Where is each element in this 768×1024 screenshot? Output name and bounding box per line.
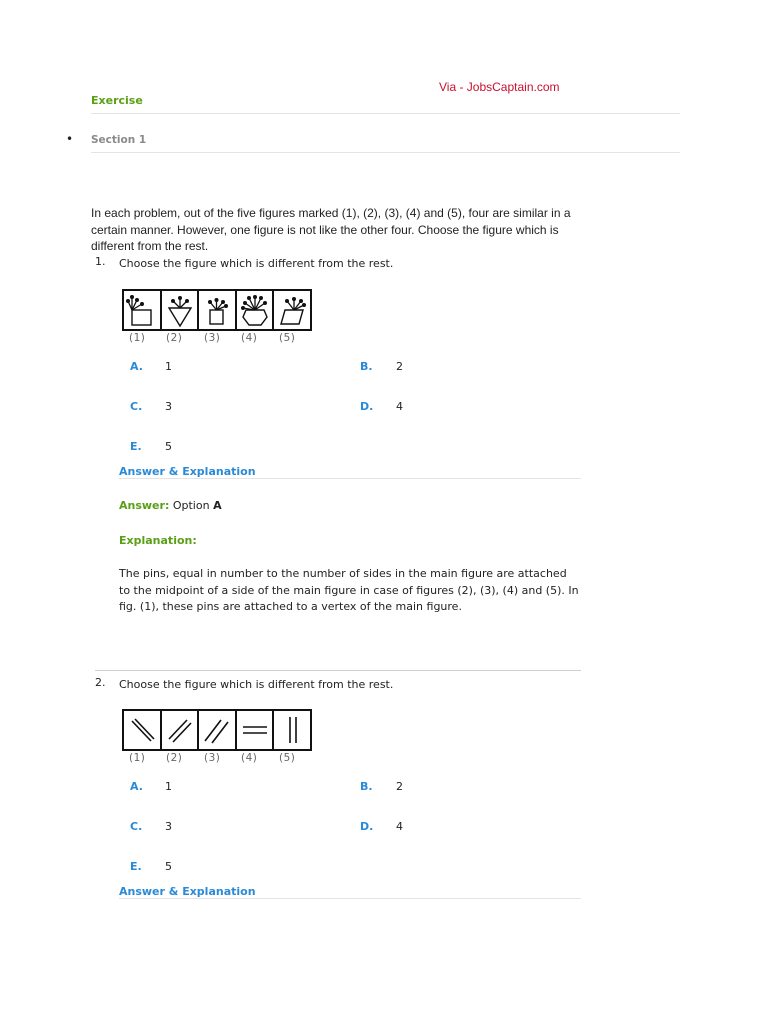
option-e-letter[interactable]: E. (130, 440, 142, 453)
answer-explanation-link[interactable]: Answer & Explanation (119, 465, 256, 478)
figure-label: (5) (279, 752, 296, 764)
option-e-letter[interactable]: E. (130, 860, 142, 873)
divider (119, 478, 581, 479)
figure-1 (124, 711, 162, 749)
question-figure (122, 289, 312, 331)
answer-prefix: Option (172, 499, 210, 512)
figure-label: (2) (166, 332, 183, 344)
option-c-letter[interactable]: C. (130, 820, 143, 833)
figure-2 (162, 711, 200, 749)
divider (91, 152, 680, 153)
question-text: Choose the figure which is different from the rest. (119, 678, 394, 691)
option-b-value: 2 (396, 360, 403, 373)
figure-4 (237, 291, 275, 329)
figure-label: (4) (241, 752, 258, 764)
option-a-letter[interactable]: A. (130, 360, 143, 373)
question-text: Choose the figure which is different from the rest. (119, 257, 394, 270)
option-a-letter[interactable]: A. (130, 780, 143, 793)
figure-label: (4) (241, 332, 258, 344)
option-e-value: 5 (165, 860, 172, 873)
figure-1 (124, 291, 162, 329)
figure-label: (3) (204, 332, 221, 344)
exercise-heading: Exercise (91, 94, 143, 107)
divider (119, 898, 581, 899)
option-d-value: 4 (396, 820, 403, 833)
question-figure (122, 709, 312, 751)
option-d-letter[interactable]: D. (360, 820, 374, 833)
answer-label: Answer: (119, 499, 170, 512)
question-divider (95, 670, 581, 671)
option-d-value: 4 (396, 400, 403, 413)
option-c-value: 3 (165, 400, 172, 413)
option-e-value: 5 (165, 440, 172, 453)
figure-3 (199, 291, 237, 329)
divider (91, 113, 680, 114)
question-number: 2. (95, 676, 106, 689)
figure-5 (274, 291, 312, 329)
bullet-icon: • (66, 132, 74, 146)
explanation-text: The pins, equal in number to the number of sides in the main figure are attached to the midpoint of a side of the main figure in case of figures (2), (3), (4) and (5). In fig. (1), these pins are attached to a vertex of the main figure. (119, 567, 579, 613)
figure-label: (1) (129, 332, 146, 344)
figure-5 (274, 711, 312, 749)
figure-label: (3) (204, 752, 221, 764)
option-a-value: 1 (165, 780, 172, 793)
option-c-letter[interactable]: C. (130, 400, 143, 413)
option-b-value: 2 (396, 780, 403, 793)
figure-4 (237, 711, 275, 749)
answer-value: A (213, 499, 222, 512)
option-a-value: 1 (165, 360, 172, 373)
section-label[interactable]: Section 1 (91, 134, 147, 146)
figure-label: (1) (129, 752, 146, 764)
question-number: 1. (95, 255, 106, 268)
option-d-letter[interactable]: D. (360, 400, 374, 413)
explanation-label: Explanation: (119, 534, 197, 547)
option-b-letter[interactable]: B. (360, 780, 373, 793)
source-credit: Via - JobsCaptain.com (439, 80, 560, 94)
option-c-value: 3 (165, 820, 172, 833)
figure-3 (199, 711, 237, 749)
answer-explanation-link[interactable]: Answer & Explanation (119, 885, 256, 898)
figure-label: (2) (166, 752, 183, 764)
figure-2 (162, 291, 200, 329)
answer-line (119, 499, 222, 512)
figure-label: (5) (279, 332, 296, 344)
option-b-letter[interactable]: B. (360, 360, 373, 373)
instructions-text: In each problem, out of the five figures marked (1), (2), (3), (4) and (5), four are similar in a certain manner. However, one figure is not like the other four. Choose the figure which is different from the rest. (91, 206, 571, 253)
